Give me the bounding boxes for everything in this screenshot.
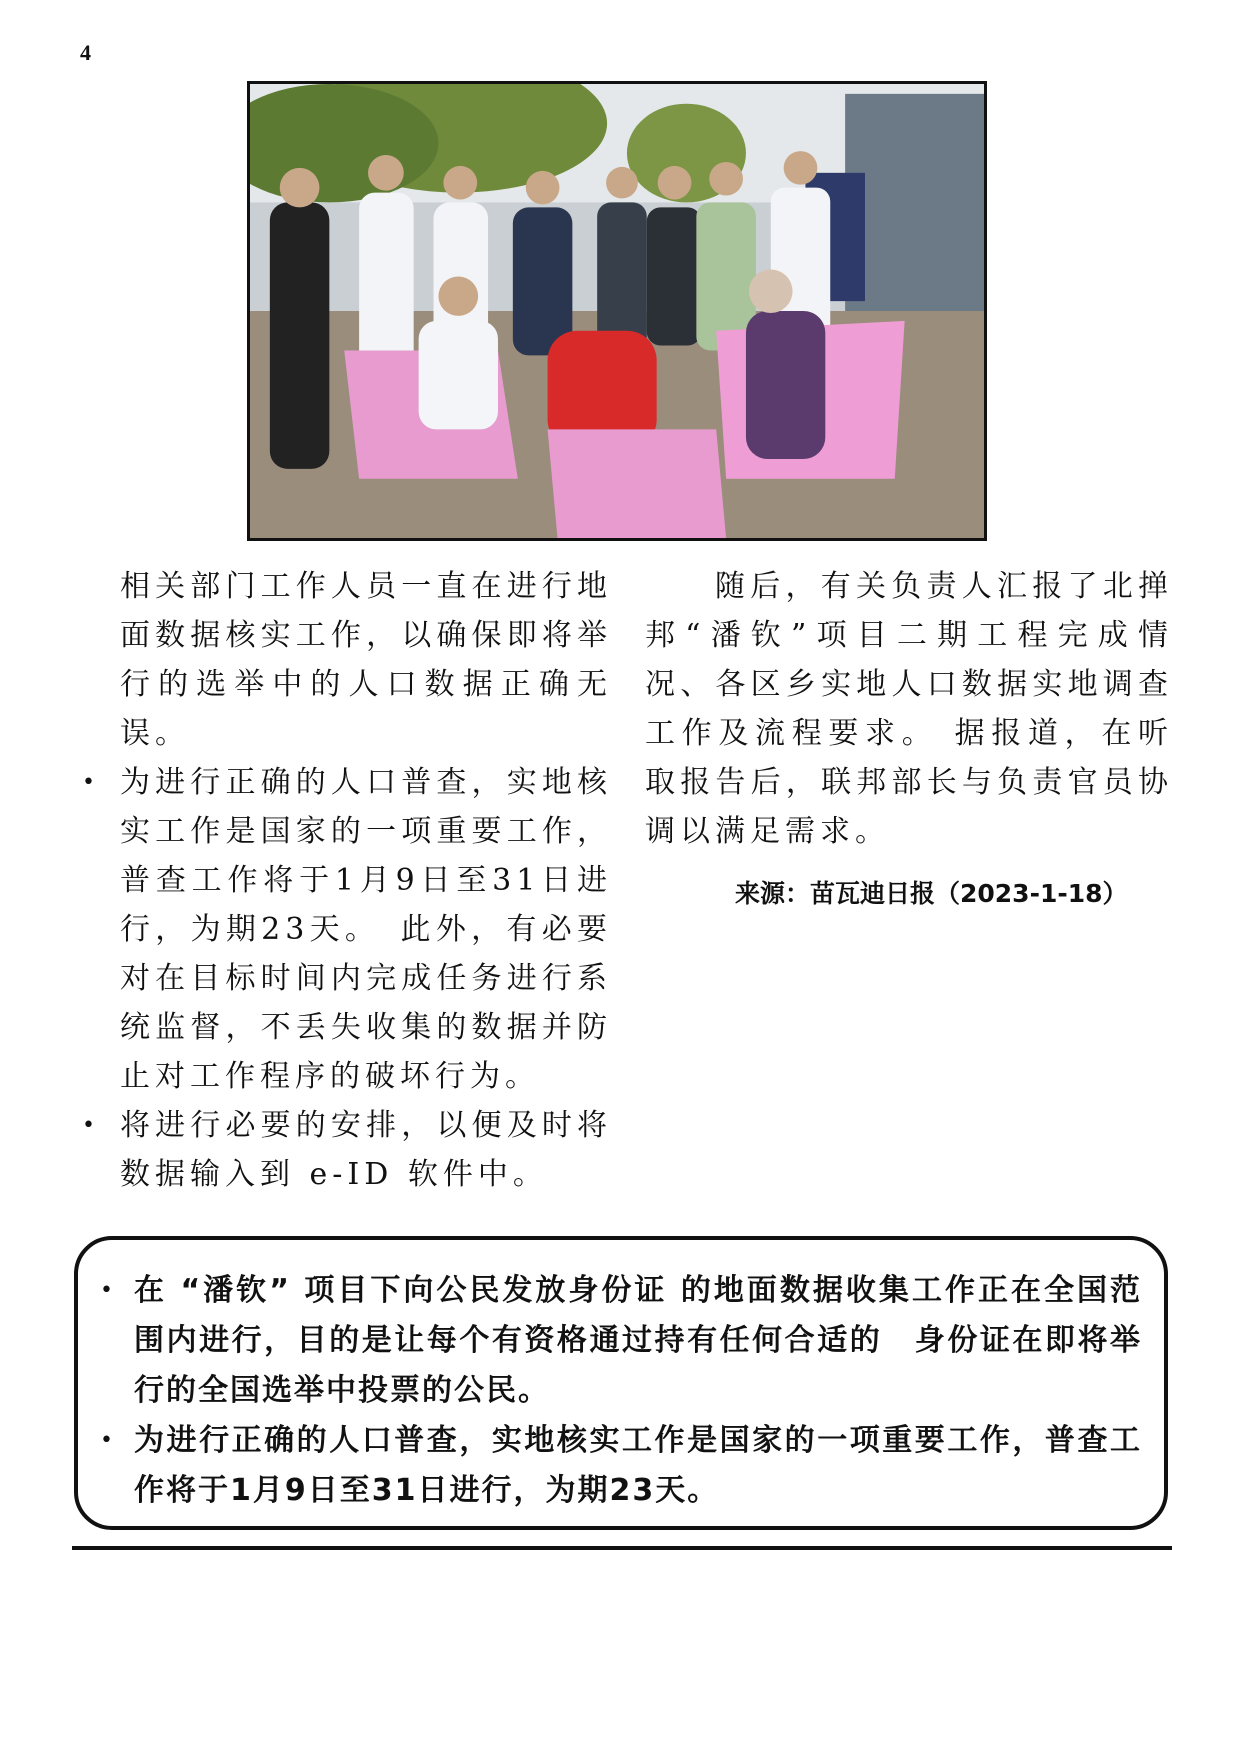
summary-item-1: [100, 1266, 1142, 1416]
left-paragraph: 相关部门工作人员一直在进行地面数据核实工作，以确保即将举行的选举中的人口数据正确无误。: [120, 569, 612, 751]
right-paragraph: 随后，有关负责人汇报了北掸邦“潘钦”项目二期工程完成情况、各区乡实地人口数据实地调查工作及流程要求。 据报道，在听取报告后，联邦部长与负责官员协调以满足需求。: [645, 569, 1173, 849]
right-column: [645, 562, 1173, 914]
summary-box: [74, 1236, 1168, 1530]
source-citation: 来源：苗瓦迪日报（2023-1-18）: [735, 879, 1128, 908]
page-number: 4: [80, 40, 91, 65]
bullet-dot-icon: •: [82, 770, 95, 795]
summary-item-1-text: 在 “潘钦” 项目下向公民发放身份证 的地面数据收集工作正在全国范围内进行，目的是让每个有资格通过持有任何合适的 身份证在即将举行的全国选举中投票的公民。: [134, 1273, 1142, 1408]
summary-item-2-text: 为进行正确的人口普查，实地核实工作是国家的一项重要工作，普查工作将于1月9日至31日进行，为期23天。: [134, 1423, 1142, 1508]
photo-illustration: [250, 84, 984, 538]
left-bullet-2-text: 将进行必要的安排，以便及时将数据输入到 e-ID 软件中。: [120, 1108, 612, 1192]
left-bullet-1-text: 为进行正确的人口普查，实地核实工作是国家的一项重要工作，普查工作将于1月9日至31日进行，为期23天。 此外，有必要对在目标时间内完成任务进行系统监督，不丢失收集的数据并防止对工作程序的破坏行为。: [120, 765, 612, 1094]
summary-item-2: [100, 1416, 1142, 1516]
news-photo: [247, 81, 987, 541]
bullet-dot-icon: •: [100, 1428, 113, 1453]
left-bullet-2: [72, 1101, 612, 1199]
left-column: [72, 562, 612, 1199]
left-bullet-1: [72, 758, 612, 1101]
bottom-divider: [72, 1546, 1172, 1550]
bullet-dot-icon: •: [100, 1278, 113, 1303]
bullet-dot-icon: •: [82, 1113, 95, 1138]
